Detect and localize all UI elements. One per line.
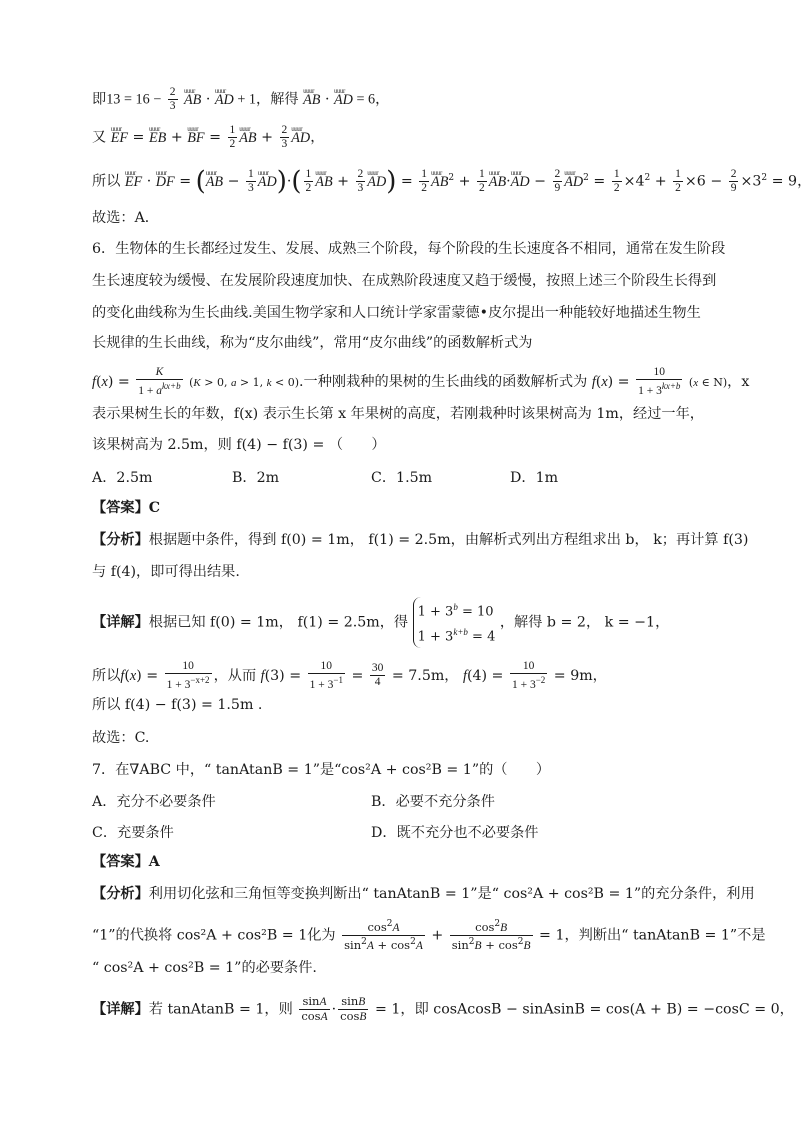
q6-final: 所以 f(4) − f(3) = 1.5m . xyxy=(92,697,263,713)
q7-option-d: D．既不充分也不必要条件 xyxy=(371,825,539,841)
q6-detail-line-2: 所以f(x) = $\frac{10}{1 + 3^{-x+2}}$ ，从而 f(3) = $\frac{10}{1 + 3^{-1}}$ = $\frac{30}{4}$ = 7.5m， f(4) = $\frac{10}{1 + 3^{-2}}$ = 9m， xyxy=(92,660,607,691)
q6-analysis-line-1: 【分析】根据题中条件，得到 f(0) = 1m， f(1) = 2.5m，由解析式列出方程组求出 b， k；再计算 f(3) xyxy=(92,532,749,548)
fraction: $\frac{2}{3}$ xyxy=(169,86,176,112)
q6-stem-line-7: 该果树高为 2.5m，则 f(4) − f(3) = （ ） xyxy=(92,437,386,453)
q6-stem-line-6: 表示果树生长的年数，f(x) 表示生长第 x 年果树的高度，若刚栽种时该果树高为 1m，经过一年， xyxy=(92,406,704,422)
q6-analysis-line-2: 与 f(4)，即可得出结果. xyxy=(92,564,240,580)
analysis-label: 【分析】 xyxy=(92,532,149,548)
q6-stem-line-1: 6．生物体的生长都经过发生、发展、成熟三个阶段，每个阶段的生长速度各不相同，通常在发生阶段 xyxy=(92,241,726,257)
q6-stem-mid: .一种刚栽种的果树的生长曲线的函数解析式为 xyxy=(299,373,588,390)
q6-stem-line-5: f(x) = $\frac{K}{1 + a^{kx+b}}$ (K > 0, a > 1, k < 0).一种刚栽种的果树的生长曲线的函数解析式为 f(x) = $\frac{10}{1 + 3^{kx+b}}$ (x ∈ N)，x xyxy=(92,366,750,397)
q7-stem: 7．在∇ABC 中，“ tanAtanB = 1”是“cos²A + cos²B = 1”的（ ） xyxy=(92,762,551,778)
q7-option-b: B．必要不充分条件 xyxy=(371,794,495,810)
q7-option-c: C．充要条件 xyxy=(92,825,174,841)
solution-line-1: 即13 = 16 − $\frac{2}{3}$ uuur AB · uuur AD + 1，解得 uuur AB · uuur AD = 6， xyxy=(92,86,389,113)
q6-detail-line-1: 【详解】根据已知 f(0) = 1m， f(1) = 2.5m，得 $1 + 3^b = 10$ $1 + 3^{k+b} = 4$ ，解得 b = 2， k = −1， xyxy=(92,597,669,648)
q7-analysis-line-2: “1”的代换将 cos²A + cos²B = 1化为 $\frac{\cos^2A}{\sin^2A + \cos^2A}$ + $\frac{\cos^2B}{\sin^2B + \cos^2B}$ = 1，判断出“ tanAtanB = 1”不是 xyxy=(92,919,766,952)
solution-choice: 故选：A． xyxy=(92,210,159,226)
q7-analysis-line-1: 【分析】利用切化弦和三角恒等变换判断出“ tanAtanB = 1”是“ cos²A + cos²B = 1”的充分条件，利用 xyxy=(92,886,755,902)
solution-line-2: 又 uuur EF = uuur EB + uuur BF = $\frac{1}{2}$ uuur AB + $\frac{2}{3}$ uuur AD， xyxy=(92,124,324,151)
q6-choose: 故选：C. xyxy=(92,730,150,746)
q7-answer: 【答案】A xyxy=(92,854,160,870)
q6-stem-line-3: 的变化曲线称为生长曲线.美国生物学家和人口统计学家雷蒙德•皮尔提出一种能较好地描述生物生 xyxy=(92,305,701,321)
equation-system: $1 + 3^b = 10$ $1 + 3^{k+b} = 4$ xyxy=(413,597,496,648)
q7-analysis-line-3: “ cos²A + cos²B = 1”的必要条件. xyxy=(92,960,317,976)
q7-option-a: A．充分不必要条件 xyxy=(92,794,216,810)
q6-option-a: A．2.5m xyxy=(92,470,153,486)
q6-stem-end: ，x xyxy=(727,373,750,390)
q6-option-c: C．1.5m xyxy=(371,470,433,486)
solution-line-3: 所以 uuur EF · uuur DF = (uuur AB − $\frac{1}{3}$ uuur AD)·( $\frac{1}{2}$ uuur AB + $\frac{2}{3}$ uuur AD) = $\frac{1}{2}$ uuur $AB^2$ + $\frac{1}{2}$ uuur AB·uuur AD − $\frac{2}{9}$ uuur $AD^2$ = $\frac{1}{2}$ $\times 4^2$ + $\frac{1}{2}$ ×6 − $\frac{2}{9}$ $\times 3^2 = 9$， xyxy=(92,168,811,195)
q7-detail-line-1: 【详解】若 tanAtanB = 1，则 $\frac{\sin A}{\cos A}$ · $\frac{\sin B}{\cos B}$ = 1，即 cosAcosB − sinAsinB = cos(A + B) = −cosC = 0， xyxy=(92,994,794,1023)
q6-option-b: B．2m xyxy=(232,470,280,486)
q6-answer: 【答案】C xyxy=(92,500,161,516)
q6-stem-line-2: 生长速度较为缓慢、在发展阶段速度加快、在成熟阶段速度又趋于缓慢，按照上述三个阶段生长得到 xyxy=(92,273,717,289)
detail-label: 【详解】 xyxy=(92,614,149,631)
q6-option-d: D．1m xyxy=(510,470,559,486)
q6-stem-line-4: 长规律的生长曲线，称为“皮尔曲线”，常用“皮尔曲线”的函数解析式为 xyxy=(92,335,533,351)
